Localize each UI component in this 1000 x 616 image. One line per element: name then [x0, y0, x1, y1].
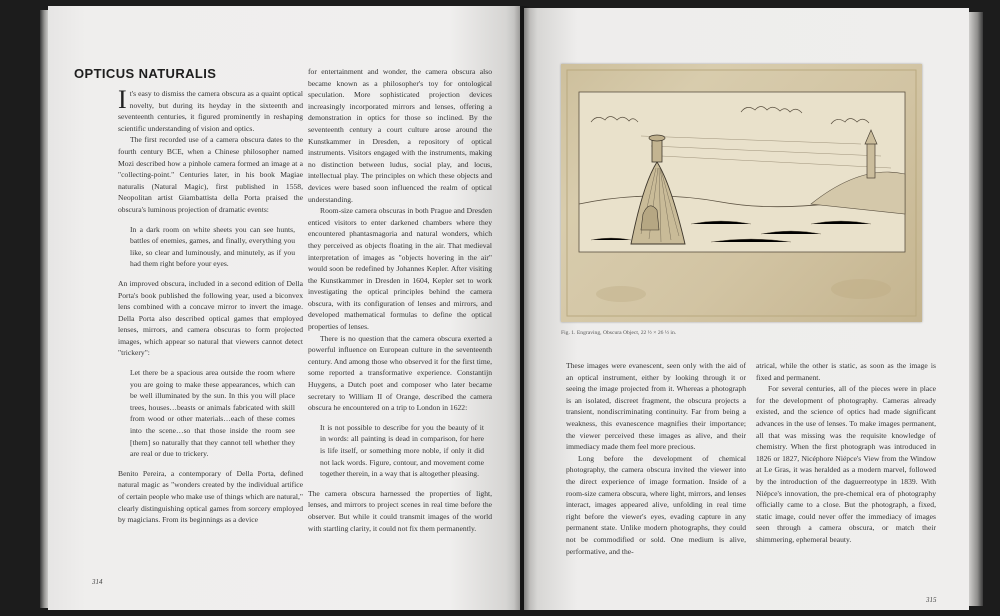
- right-page-edge: [969, 12, 983, 606]
- paragraph: Room-size camera obscuras in both Prague and Dresden enticed visitors to enter darkened chambers where they encountered phantasmagoria and natural wonders, which they perceived as objects floating in the air. That medieval interpretation of images as "objects hovering in the air" would soon be redefined by Johannes Kepler. After visiting the Kunstkammer in Dresden in 1604, Kepler set to work investigating the optical principles behind the camera obscura, with its configuration of lenses and mirrors, and developed mathematical formulas to define the optical properties of lenses.: [308, 206, 492, 332]
- paragraph: Benito Pereira, a contemporary of Della Porta, defined natural magic as "wonders created by the individual artifice of certain people who make use of things which are natural," clearly distinguishing optical games from sorcery employed by magicians. From its beginnings as a device: [118, 468, 303, 525]
- page-number-left: 314: [92, 578, 103, 586]
- right-column-2: [756, 360, 936, 546]
- paragraph: for entertainment and wonder, the camera obscura also became known as a philosopher's toy for ontological speculation. More sophisticated projection devices increasingly incorporated mirrors and lenses, offering a demonstration in optics for those so inclined. By the seventeenth century a court culture arose around the Kunstkammer in Dresden, a repository of optical instruments. Visitors engaged with the instruments, making no distinction between ludus, social play, and locus, intellectual play. The principles on which these objects and devices were based soon influenced the realm of optical understanding.: [308, 67, 492, 204]
- figure-caption: Fig. 1. Engraving, Obscura Object, 22 ½ × 26 ½ in.: [561, 330, 677, 336]
- book-gutter: [514, 6, 530, 610]
- left-column-2: [308, 66, 492, 534]
- block-quote: Let there be a spacious area outside the room where you are going to make these appearances, which can be well illuminated by the sun. In this you will place trees, houses…beasts or animals fabricated with skill from wood or other materials…each of these comes into the scene…so that those inside the room see [them] so naturally that they cannot tell whether they are real or due to trickery.: [130, 368, 295, 459]
- left-column-1: [118, 85, 303, 526]
- right-column-1: [566, 360, 746, 557]
- chapter-title: OPTICUS NATURALIS: [74, 66, 217, 81]
- engraving-plate: [561, 64, 922, 322]
- paragraph: For several centuries, all of the pieces were in place for the development of photography. Cameras already existed, and the science of optics had made significant advances in the use of lenses. To make images permanent, all that was missing was the requisite knowledge of chemistry. When the first photograph was introduced in 1826 or 1827, Nicéphore Niépce's View from the Window at Le Gras, it was heralded as a modern marvel, followed by the introduction of the daguerreotype in 1839. With Niépce's innovation, the pre-chemical era of photography officially came to a close. But the photograph, a fixed, static image, could never offer the immediacy of images seen through a camera obscura, or match their shimmering, ephemeral beauty.: [756, 384, 936, 544]
- paragraph: These images were evanescent, seen only with the aid of an optical instrument, either by looking through it or seeing the image projected from it. Whereas a photograph is an isolated, discreet fragment, the obscura projects a transient, nondiscriminating continuity. Far from being a weakness, this evanescence magnifies their importance; the viewer perceived these images as alive, and their immediacy made them feel more precious.: [566, 361, 746, 452]
- paragraph: An improved obscura, included in a second edition of Della Porta's book published the following year, used a biconvex lens combined with a concave mirror to invert the image. Della Porta also described optical games that employed lenses, mirrors, and camera obscuras to form projected images, which appear so natural that viewers cannot detect "trickery":: [118, 278, 303, 358]
- paragraph: The camera obscura harnessed the properties of light, lenses, and mirrors to project scenes in real time before the observer. But while it could transmit images of the world with startling clarity, it could not fix them permanently.: [308, 488, 492, 533]
- paragraph: Long before the development of chemical photography, the camera obscura invited the viewer into the direct experience of image formation. Inside of a room-size camera obscura, where light, mirrors, and lenses interact, images appeared alive, unfolding in real time right before the viewer's eyes, evading capture in any permanent state. Unlike modern photographs, they could not be commodified or sold. One medium is alive, performative, and the-: [566, 453, 746, 556]
- block-quote: In a dark room on white sheets you can see hunts, battles of enemies, games, and finally, everything you like, so clear and luminously, and minutely, as if you had them right before your eyes.: [130, 224, 295, 269]
- paragraph: It's easy to dismiss the camera obscura as a quaint optical novelty, but during its heyday in the sixteenth and seventeenth centuries, it figured prominently in reshaping scientific understanding of vision and optics.: [118, 85, 303, 133]
- engraving-illustration: [561, 64, 922, 322]
- paragraph: atrical, while the other is static, as soon as the image is fixed and permanent.: [756, 361, 936, 382]
- paragraph: There is no question that the camera obscura exerted a powerful influence on European culture in the seventeenth century. And among those who observed it for the first time, some reported a transformative experience. Constantijn Huygens, a Dutch poet and composer who later became secretary to William II of Orange, described the camera obscura he encountered on a trip to London in 1622:: [308, 333, 492, 413]
- paragraph: The first recorded use of a camera obscura dates to the fourth century BCE, when a Chinese philosopher named Mozi described how a pinhole camera formed an image at a "collecting-point." Centuries later, in his book Magiae naturalis (Natural Magic), first published in 1558, Neopolitan artist Giambattista della Porta praised the obscura's luminous projection of dramatic events:: [118, 135, 303, 214]
- drop-cap: I: [118, 85, 127, 114]
- page-number-right: 315: [926, 596, 937, 604]
- block-quote: It is not possible to describe for you the beauty of it in words: all painting is dead in comparison, for here is life itself, or something more noble, if only it did not lack words. Figure, contour, and movement come together therein, in a way that is altogether pleasing.: [320, 422, 484, 479]
